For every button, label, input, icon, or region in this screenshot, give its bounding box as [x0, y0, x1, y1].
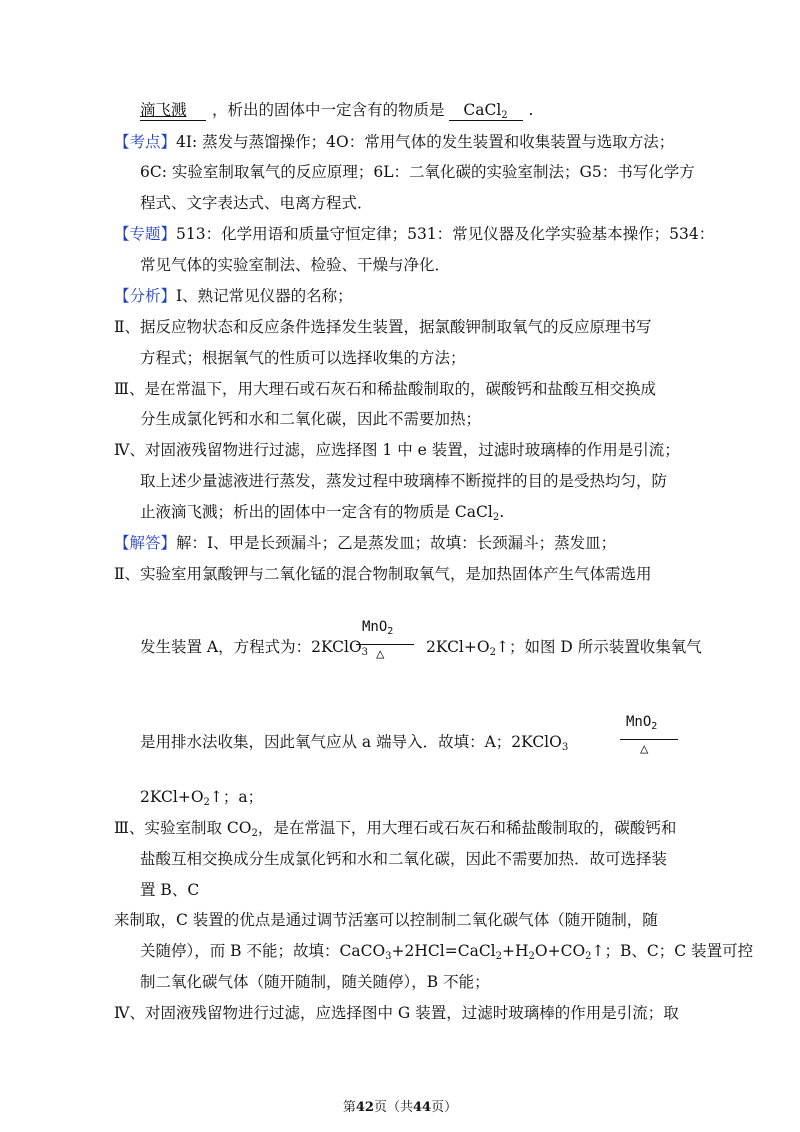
formula-sub: 2 — [585, 951, 592, 962]
fenxi-line-8 — [140, 501, 504, 523]
jieda-text: Ⅲ、实验室制取 CO — [114, 819, 252, 837]
fenxi-line-5: 分生成氯化钙和水和二氧化碳，因此不需要加热； — [140, 410, 482, 428]
jieda-line-2: Ⅱ、实验室用氯酸钾与二氧化锰的混合物制取氧气，是加热固体产生气体需选用 — [114, 565, 652, 583]
answer-line — [140, 99, 533, 121]
kaodian-line-2: 6C: 实验室制取氧气的反应原理；6L：二氧化碳的实验室制法；G5：书写化学方 — [140, 163, 695, 181]
fenxi-line-3: 方程式；根据氧气的性质可以选择收集的方法； — [140, 349, 466, 367]
catalyst-sub: 2 — [387, 626, 394, 637]
heat-symbol-2: △ — [640, 741, 649, 757]
jieda-text: ↑；a； — [209, 788, 264, 806]
jieda-text: 解：Ⅰ、甲是长颈漏斗；乙是蒸发皿；故填：长颈漏斗；蒸发皿； — [176, 534, 617, 552]
jieda-text: 是用排水法收集，因此氧气应从 a 端导入．故填：A；2KClO — [140, 733, 562, 751]
formula-sub: 3 — [385, 951, 392, 962]
jieda-text: ，是在常温下，用大理石或石灰石和稀盐酸制取的，碳酸钙和 — [257, 819, 677, 837]
fenxi-text: 止液滴飞溅；析出的固体中一定含有的物质是 CaCl — [140, 503, 493, 521]
formula-main: CaCl — [463, 101, 502, 119]
fenxi-line-4: Ⅲ、是在常温下，用大理石或石灰石和稀盐酸制取的，碳酸钙和盐酸互相交换成 — [114, 380, 656, 398]
jieda-text: O+CO — [534, 942, 586, 960]
formula-sub: 3 — [361, 647, 369, 658]
jieda-line-5 — [140, 786, 263, 808]
jieda-line-7: 盐酸互相交换成分生成氯化钙和水和二氧化碳，因此不需要加热．故可选择装 — [140, 850, 668, 868]
fenxi-tag: 【分析】 — [114, 287, 177, 305]
formula-sub: 2 — [251, 828, 258, 839]
zhuanti-tag: 【专题】 — [114, 225, 177, 243]
kaodian-tag: 【考点】 — [114, 133, 177, 151]
equation-text: 发生装置 A，方程式为：2KClO — [140, 638, 362, 656]
equation-text: ↑；如图 D 所示装置收集氧气 — [495, 638, 702, 656]
period: . — [528, 101, 534, 119]
catalyst-label-1 — [362, 619, 393, 635]
equation-line-1 — [140, 636, 702, 658]
period: . — [499, 503, 505, 521]
zhuanti-line-1 — [114, 223, 714, 245]
formula-sub: 2 — [501, 110, 508, 121]
fenxi-line-1 — [114, 285, 353, 307]
catalyst-text: MnO — [362, 619, 388, 635]
reaction-bar-1 — [356, 644, 414, 645]
answer-blank-2 — [449, 100, 523, 121]
jieda-tag: 【解答】 — [114, 534, 177, 552]
page-footer — [0, 1096, 800, 1115]
jieda-text: +2HCl=CaCl — [391, 942, 496, 960]
reaction-bar-2 — [620, 739, 678, 740]
formula-sub: 2 — [492, 512, 500, 523]
answer-blank-1: 滴飞溅 — [140, 100, 206, 121]
jieda-line-8: 置 B、C — [140, 881, 200, 899]
page-number: 42 — [355, 1100, 374, 1115]
kaodian-text: 4I: 蒸发与蒸馏操作；4O：常用气体的发生装置和收集装置与选取方法； — [176, 133, 675, 151]
catalyst-sub: 2 — [651, 721, 658, 732]
jieda-line-10 — [140, 940, 753, 962]
jieda-line-6 — [114, 817, 676, 839]
jieda-line-1 — [114, 532, 616, 554]
formula-sub: 2 — [495, 951, 503, 962]
answer-text: ，析出的固体中一定含有的物质是 — [212, 101, 445, 119]
formula-sub: 3 — [561, 742, 569, 753]
jieda-line-11: 制二氧化碳气体（随开随制，随关随停），B 不能； — [140, 973, 490, 991]
zhuanti-line-2: 常见气体的实验室制法、检验、干燥与净化． — [140, 256, 451, 274]
jieda-line-4 — [140, 731, 568, 753]
catalyst-text: MnO — [626, 714, 652, 730]
jieda-text: 2KCl+O — [140, 788, 204, 806]
footer-text: 页） — [431, 1100, 458, 1115]
kaodian-line-1 — [114, 131, 674, 153]
formula-sub: 2 — [489, 647, 496, 658]
jieda-text: ↑；B、C；C 装置可控 — [591, 942, 754, 960]
jieda-line-9: 来制取，C 装置的优点是通过调节活塞可以控制制二氧化碳气体（随开随制，随 — [114, 911, 658, 929]
footer-text: 页（共 — [373, 1100, 413, 1115]
formula-sub: 2 — [203, 797, 210, 808]
jieda-text: +H — [502, 942, 529, 960]
footer-text: 第 — [342, 1100, 356, 1115]
kaodian-line-3: 程式、文字表达式、电离方程式． — [140, 194, 373, 212]
formula-sub: 2 — [528, 951, 535, 962]
jieda-text: 关随停），而 B 不能；故填：CaCO — [140, 942, 386, 960]
fenxi-text: Ⅰ、熟记常见仪器的名称； — [176, 287, 353, 305]
heat-symbol-1: △ — [376, 646, 385, 662]
zhuanti-text: 513：化学用语和质量守恒定律；531：常见仪器及化学实验基本操作；534： — [176, 225, 715, 243]
jieda-line-12: Ⅳ、对固液残留物进行过滤，应选择图中 G 装置，过滤时玻璃棒的作用是引流；取 — [114, 1004, 679, 1022]
fenxi-line-6: Ⅳ、对固液残留物进行过滤，应选择图 1 中 e 装置，过滤时玻璃棒的作用是引流； — [114, 441, 680, 459]
equation-text: 2KCl+O — [426, 638, 490, 656]
total-pages: 44 — [413, 1100, 432, 1115]
fenxi-line-7: 取上述少量滤液进行蒸发，蒸发过程中玻璃棒不断搅拌的目的是受热均匀，防 — [140, 472, 668, 490]
fenxi-line-2: Ⅱ、据反应物状态和反应条件选择发生装置，据氯酸钾制取氧气的反应原理书写 — [114, 318, 652, 336]
catalyst-label-2 — [626, 714, 657, 730]
